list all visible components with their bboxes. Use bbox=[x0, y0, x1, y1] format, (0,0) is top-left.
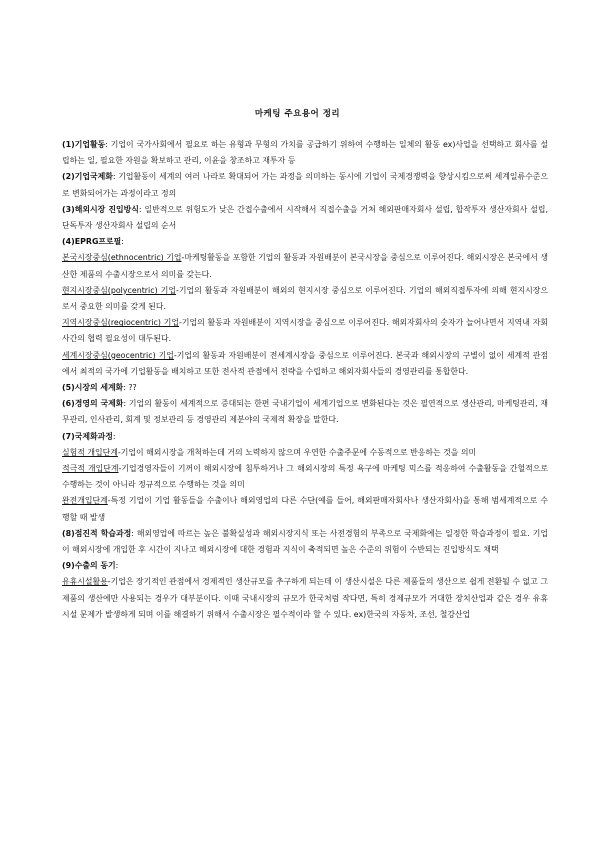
paragraph-text: -특정 기업이 기업 활동들을 수출이나 해외영업의 다른 수단(예를 들어, 해외판매자회사나 생산자회사)을 통해 범세계적으로 수행할 때 발생 bbox=[62, 496, 548, 522]
paragraph bbox=[62, 234, 548, 250]
paragraph-text: -마케팅활동을 포함한 기업의 활동과 자원배분이 본국시장을 중심으로 이루어진다. 해외시장은 본국에서 생산한 제품의 수출시장으로서 의미를 갖는다. bbox=[62, 253, 548, 279]
section-heading: (5)시장의 세계화 bbox=[62, 383, 124, 393]
section-heading: (8)점진적 학습과정 bbox=[62, 528, 132, 538]
section-heading: (4)EPRG프로필 bbox=[62, 237, 122, 247]
paragraph bbox=[62, 429, 548, 445]
paragraph bbox=[62, 558, 548, 574]
term-label: 지역시장중심(regiocentric) 기업 bbox=[62, 318, 179, 328]
paragraph bbox=[62, 396, 548, 428]
term-label: 세계시장중심(geocentric) 기업 bbox=[62, 350, 174, 360]
section-heading: (2)기업국제화 bbox=[62, 172, 113, 182]
section-heading: (3)해외시장 진입방식 bbox=[62, 204, 139, 214]
paragraph-text: : ?? bbox=[123, 383, 137, 393]
paragraph-text: -기업의 활동과 자원배분이 해외의 현지시장 중심으로 이루어진다. 기업의 해외직접투자에 의해 현지시장으로서 중요한 의미를 갖게 된다. bbox=[62, 285, 549, 312]
paragraph bbox=[62, 137, 548, 169]
paragraph-text: : 해외영업에 따르는 높은 불확실성과 해외시장지식 또는 사전경험의 부족으로 국제화에는 일정한 학습과정이 필요. 기업이 해외시장에 개입한 후 시간이 지나고 해외시장에 대한 경험과 지식이 축적되면 높은 수준의 위험이 수반되는 진입방식도 채택 bbox=[62, 528, 548, 555]
section-heading: (7)국제화과정 bbox=[62, 431, 113, 441]
paragraph-text: : bbox=[115, 561, 119, 571]
paragraph-text: : 기업이 국가사회에서 필요로 하는 유형과 무형의 가치를 공급하기 위하여 수행하는 일체의 활동 ex)사업을 선택하고 회사를 설립하는 일, 필요한 자원을 확보하고 관리, 이윤을 창조하고 재투자 등 bbox=[62, 140, 548, 166]
term-label: 완전개입단계 bbox=[62, 496, 108, 506]
section-heading: (6)경영의 국제화 bbox=[62, 399, 124, 409]
paragraph bbox=[62, 250, 548, 282]
paragraph bbox=[62, 526, 548, 558]
paragraph-text: : 기업의 활동이 세계적으로 증대되는 한편 국내기업이 세계기업으로 변화된다는 것은 필연적으로 생산관리, 마케팅관리, 재무관리, 인사관리, 회계 및 정보관리 등 경영관리 제분야의 국제적 확장을 말한다. bbox=[62, 399, 549, 425]
paragraph-text: -기업은 장기적인 관점에서 경제적인 생산규모를 추구하게 되는데 이 생산시설은 다른 제품들의 생산으로 쉽게 전환될 수 없고 그 제품의 생산에만 사용되는 경우가 대부분이다. 이때 국내시장의 규모가 한국처럼 작다면, 특히 경제규모가 거대한 장치산업과 같은 경우 유휴시설 문제가 발생하게 되며 이를 해결하기 위해서 수출시장은 필수적이라 할 수 있다. ex)한국의 자동차, 조선, 철강산업 bbox=[62, 577, 548, 619]
paragraph-text: -기업의 활동과 자원배분이 전세계시장을 중심으로 이루어진다. 본국과 해외시장의 구별이 없이 세계적 관점에서 최적의 국가에 기업활동을 배치하고 또한 전사적 관점에서 전략을 수립하고 해외자회사들의 경영관리를 통합한다. bbox=[62, 350, 548, 376]
term-label: 본국시장중심(ethnocentric) 기업 bbox=[62, 253, 182, 263]
paragraph-text: : bbox=[121, 237, 124, 247]
term-label: 유휴시설활용 bbox=[62, 577, 108, 587]
section-heading: (9)수출의 동기 bbox=[62, 561, 116, 571]
paragraph-text: -기업의 활동과 자원배분이 지역시장을 중심으로 이루어진다. 해외자회사의 숫자가 늘어나면서 지역내 자회사간의 협력 필요성이 대두된다. bbox=[62, 318, 548, 344]
document-title: 마케팅 주요용어 정리 bbox=[254, 109, 341, 119]
paragraph bbox=[62, 315, 548, 347]
paragraph bbox=[62, 202, 548, 234]
term-label: 적극적 개입단계 bbox=[62, 464, 119, 474]
paragraph bbox=[62, 348, 548, 380]
paragraph bbox=[62, 574, 548, 623]
paragraph bbox=[62, 380, 548, 396]
paragraph-text: : 일반적으로 위험도가 낮은 간접수출에서 시작해서 직접수출을 거쳐 해외판매자회사 설립, 합작투자 생산자회사 설립, 단독투자 생산자회사 설립의 순서 bbox=[62, 204, 548, 231]
term-label: 현지시장중심(polycentric) 기업 bbox=[62, 285, 177, 295]
document-body bbox=[62, 137, 548, 623]
term-label: 실험적 개입단계 bbox=[62, 447, 118, 457]
section-heading: (1)기업활동 bbox=[62, 140, 106, 149]
paragraph bbox=[62, 461, 548, 493]
paragraph-text: : 기업활동이 세계의 여러 나라로 확대되어 가는 과정을 의미하는 동시에 기업이 국제경쟁력을 향상시킴으로써 세계일류수준으로 변화되어가는 과정이라고 정의 bbox=[62, 172, 548, 198]
paragraph bbox=[62, 493, 548, 525]
paragraph-text: -기업이 해외시장을 개척하는데 거의 노력하지 않으며 우연한 수출주문에 수동적으로 반응하는 것을 의미 bbox=[117, 447, 477, 457]
paragraph bbox=[62, 169, 548, 201]
paragraph bbox=[62, 445, 548, 461]
paragraph-text: : bbox=[112, 431, 116, 441]
paragraph bbox=[62, 283, 548, 315]
paragraph-text: -기업경영자들이 기꺼이 해외시장에 침투하거나 그 해외시장의 특정 욕구에 마케팅 믹스를 적응하여 수출활동을 간헐적으로 수행하는 것이 아니라 정규적으로 수행하는 것을 의미 bbox=[62, 464, 548, 490]
